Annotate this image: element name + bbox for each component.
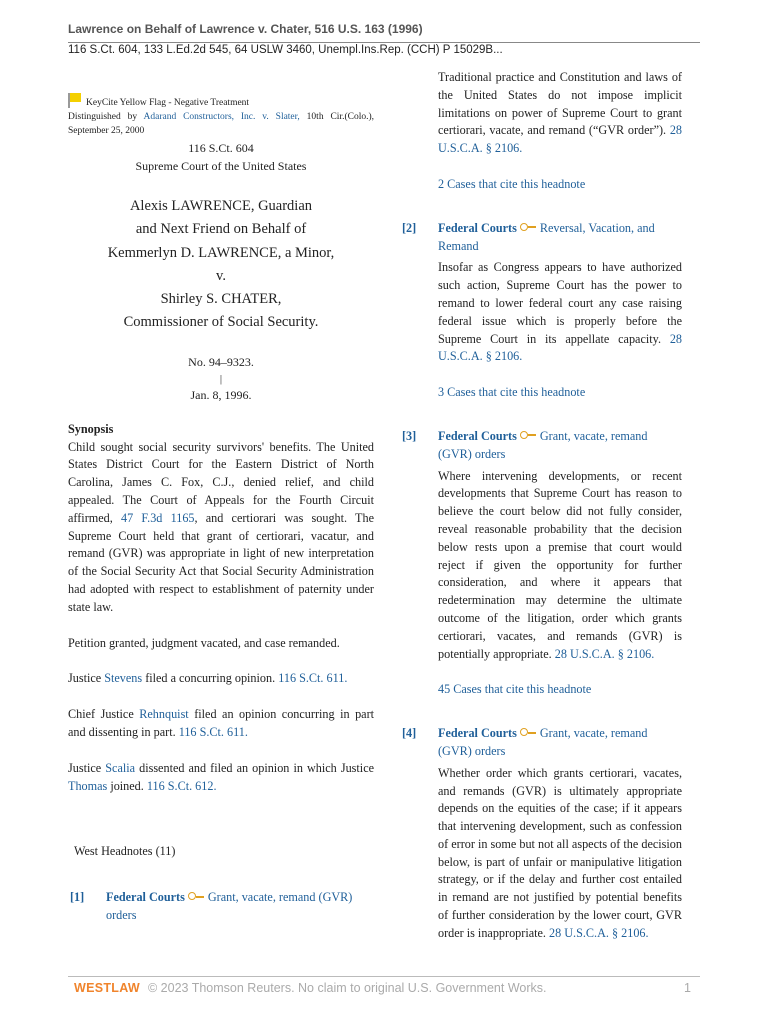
synopsis-text-part: Child sought social security survivors' benefits. The United States District Court for the Eastern District of North Carolina, James C. Fox, C.J., denied relief, and child appealed. The Court of Appeals for the Fourth Circuit affirmed, (68, 439, 374, 525)
docket-number: No. 94–9323. (188, 354, 254, 369)
key-icon (520, 223, 536, 232)
disposition: Petition granted, judgment vacated, and case remanded. (68, 635, 340, 650)
decision-date: Jan. 8, 1996. (190, 388, 252, 403)
synopsis-text (68, 439, 374, 617)
opinion-note-text: dissented and filed an opinion in which Justice (135, 760, 375, 775)
headnote-1-continued (400, 69, 682, 194)
party-line: and Next Friend on Behalf of (135, 221, 307, 238)
headnote-text-body: Insofar as Congress appears to have authorized such action, Supreme Court has the power to remand to lower federal court any case raising federal issue which is properly before the Supreme Court in its appellate capacity. (438, 260, 682, 346)
headnote-topic (106, 889, 374, 925)
headnote-text (438, 259, 682, 366)
opinion-note-text: joined. (107, 778, 147, 793)
opinion-note-text: Chief Justice (68, 707, 140, 722)
party-line: Commissioner of Social Security. (123, 314, 319, 331)
headnote-number[interactable]: [1] (70, 890, 85, 905)
judge-link-thomas[interactable]: Thomas (68, 778, 108, 793)
headnote-number[interactable]: [3] (402, 428, 417, 443)
caption-separator: | (219, 373, 223, 386)
yellow-flag-icon[interactable] (68, 96, 80, 106)
headnote-text-body: Traditional practice and Constitution and laws of the United States do not impose implicit limitations on power of Supreme Court to grant certiorari, vacate, and remand (“GVR order”). (438, 70, 682, 138)
key-icon (520, 431, 536, 440)
opinion-note (68, 760, 374, 796)
party-line: Shirley S. CHATER, (160, 291, 282, 308)
headnote-1 (68, 889, 374, 925)
topic-link[interactable]: Federal Courts (438, 220, 517, 235)
subtopic-link[interactable]: Grant, vacate, remand (GVR) orders (438, 428, 648, 461)
party-line: Kemmerlyn D. LAWRENCE, a Minor, (107, 244, 335, 261)
judge-link-scalia[interactable]: Scalia (105, 760, 136, 775)
copyright-text: © 2023 Thomson Reuters. No claim to original U.S. Government Works. (147, 981, 547, 995)
headnote-2 (400, 220, 682, 402)
parallel-citations: 116 S.Ct. 604, 133 L.Ed.2d 545, 64 USLW 3460, Unempl.Ins.Rep. (CCH) P 15029B... (68, 44, 503, 56)
synopsis-heading: Synopsis (68, 421, 114, 436)
topic-link[interactable]: Federal Courts (438, 428, 517, 443)
court-name: Supreme Court of the United States (135, 158, 307, 173)
party-line: Alexis LAWRENCE, Guardian (129, 198, 313, 214)
opinion-note-text: filed a concurring opinion. (142, 671, 279, 686)
headnote-text (438, 468, 682, 664)
headnote-text-body: Where intervening developments, or recent developments that Supreme Court has reason to believe the court below did not fully consider, reveal reasonable probability that the decision below rests upon a premise that court would reject if given the opportunity for further consideration, and where it appears that redetermination may determine the ultimate outcome of the litigation, order which grants certiorari, vacates, and remands (GVR) is potentially appropriate. (438, 468, 682, 661)
headnote-topic (438, 725, 682, 761)
west-headnotes-heading: West Headnotes (11) (74, 844, 176, 859)
headnote-topic (438, 428, 682, 464)
subtopic-link[interactable]: Grant, vacate, remand (GVR) orders (438, 726, 648, 758)
key-icon (520, 728, 536, 737)
header-divider (68, 42, 700, 43)
subtopic-link[interactable]: Grant, vacate, remand (GVR) orders (106, 890, 353, 922)
headnote-number[interactable]: [2] (402, 220, 417, 235)
party-line: v. (216, 267, 226, 284)
opinion-note-text: filed an opinion concurring in part and dissenting in part. (68, 707, 375, 739)
statute-link[interactable]: 28 U.S.C.A. § 2106. (438, 123, 682, 156)
opinion-cite-link[interactable]: 116 S.Ct. 612. (146, 778, 217, 793)
headnote-text (438, 69, 682, 158)
headnote-text (438, 765, 682, 943)
subtopic-link[interactable]: Reversal, Vacation, and Remand (438, 220, 655, 253)
topic-link[interactable]: Federal Courts (438, 726, 517, 741)
topic-link[interactable]: Federal Courts (106, 890, 185, 905)
headnote-3 (400, 428, 682, 699)
keycite-label: KeyCite Yellow Flag - Negative Treatment (86, 98, 250, 108)
judge-link-stevens[interactable]: Stevens (104, 671, 143, 686)
keycite-distinguished-prefix: Distinguished by (68, 112, 144, 122)
lower-court-cite-link[interactable]: 47 F.3d 1165 (120, 510, 195, 525)
reporter-cite: 116 S.Ct. 604 (188, 141, 254, 155)
statute-link[interactable]: 28 U.S.C.A. § 2106. (549, 925, 649, 940)
synopsis-text-part: , and certiorari was sought. The Supreme Court held that grant of certiorari, vacatur, and remand (GVR) was appropriate in light of new interpretation of the Social Security Act that Social Security Administration had adopted with respect to establishment of paternity under state law. (68, 510, 374, 614)
opinion-cite-link[interactable]: 116 S.Ct. 611. (178, 724, 248, 739)
document-title: Lawrence on Behalf of Lawrence v. Chater, 516 U.S. 163 (1996) (68, 22, 423, 36)
opinion-note-text: Justice (68, 671, 105, 686)
headnote-number[interactable]: [4] (402, 726, 417, 741)
headnote-4 (400, 725, 682, 943)
statute-link[interactable]: 28 U.S.C.A. § 2106. (554, 646, 655, 661)
page-number: 1 (684, 981, 691, 995)
opinion-cite-link[interactable]: 116 S.Ct. 611. (278, 671, 348, 686)
footer-divider (68, 976, 700, 977)
opinion-note (68, 706, 374, 742)
headnote-topic (438, 220, 682, 256)
opinion-note (68, 670, 374, 688)
citing-cases-link[interactable]: 2 Cases that cite this headnote (438, 176, 586, 191)
westlaw-logo: WESTLAW (74, 981, 140, 995)
keycite-flag-line (68, 96, 374, 110)
keycite-block (68, 96, 374, 138)
footer (74, 981, 546, 995)
right-column (400, 69, 682, 943)
case-parties (68, 195, 374, 335)
opinion-note-text: Justice (68, 760, 106, 775)
keycite-distinguished-suffix: 10th Cir.(Colo.), September 25, 2000 (68, 112, 374, 136)
judge-link-rehnquist[interactable]: Rehnquist (139, 707, 189, 722)
left-column (68, 96, 374, 925)
key-icon (188, 892, 204, 901)
citing-cases-link[interactable]: 45 Cases that cite this headnote (438, 682, 592, 697)
keycite-distinguished (68, 110, 374, 138)
headnote-text-body: Whether order which grants certiorari, vacates, and remands (GVR) is ultimately appropriate depends on the equities of the case; if it appears that intervening development, such as confession of error in some but not all aspects of the decision below, is part of unfair or manipulative litigation strategy, or if the delay and further cost entailed in remand are not justified by potential benefits of further consideration by the lower court, GVR order is inappropriate. (438, 765, 682, 940)
statute-link[interactable]: 28 U.S.C.A. § 2106. (438, 331, 682, 364)
distinguished-case-link[interactable]: Adarand Constructors, Inc. v. Slater, (143, 112, 300, 122)
citing-cases-link[interactable]: 3 Cases that cite this headnote (438, 385, 586, 400)
